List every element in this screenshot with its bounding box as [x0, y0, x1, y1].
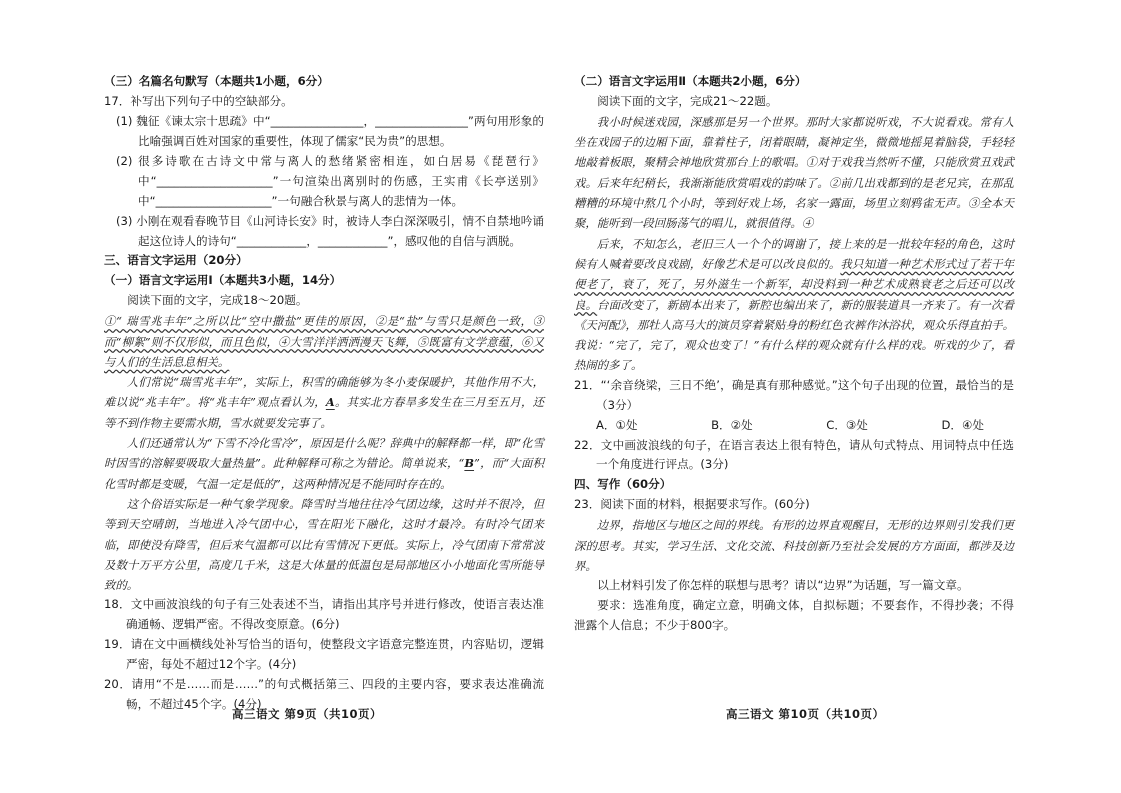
page-footer-9: 高三语文 第9页（共10页）	[232, 707, 383, 721]
reading-instruction-18-20: 阅读下面的文字，完成18～20题。	[127, 293, 308, 308]
passage-paragraph-2-text-b: 。其实北方春旱多发生在三月至五月，还等不到作物主要需水期，雪水就要发完事了。	[104, 395, 544, 430]
passage-paragraph-wavy: ①“ 瑞雪兆丰年”之所以比“空中撒盐”更佳的原因，②是“盐”与雪只是颜色一致，③而“柳絮”则不仅形似，而且色似，④大雪洋洋洒洒漫天飞舞，⑤既富有文学意蕴，⑥又与人们的生活息息相关。	[104, 314, 544, 369]
right-column	[574, 72, 1014, 636]
opera-passage-paragraph-2-text-a: 后来，不知怎么，老旧三人一个个的调谢了，接上来的是一批较年轻的角色，这时候有人喊着要改良戏剧，好像艺术是可以改良似的。	[574, 236, 1014, 271]
option-b: B．②处	[711, 417, 753, 432]
question-17-2: (2) 很多诗歌在古诗文中常与离人的愁绪紧密相连，如白居易《琵琶行》中“____________________”一句渲染出离别时的伤感，王实甫《长亭送别》中“____________________”一句融合秋景与离人的悲情为一体。	[116, 153, 544, 208]
blank-a: A	[325, 395, 335, 410]
question-22: 22．文中画波浪线的句子，在语言表达上很有特色，请从句式特点、用词特点中任选一个角度进行评点。(3分)	[574, 437, 1014, 472]
question-19: 19．请在文中画横线处补写恰当的语句，使整段文字语意完整连贯，内容贴切，逻辑严密，每处不超过12个字。(4分)	[104, 637, 544, 672]
opera-passage-paragraph-2	[574, 234, 1014, 376]
question-21: 21．“‘余音绕梁，三日不绝’，确是真有那种感觉。”这个句子出现的位置，最恰当的是（3分）	[574, 377, 1014, 412]
section-language-use-heading: 三、语言文字运用（20分）	[104, 253, 248, 268]
option-c: C．③处	[826, 417, 868, 432]
question-17: 17．补写出下列句子中的空缺部分。	[104, 93, 293, 108]
subsection-language-use-1-heading: （一）语言文字运用Ⅰ（本题共3小题，14分）	[104, 273, 342, 288]
question-20: 20．请用“不是……而是……”的句式概括第三、四段的主要内容，要求表达准确流畅，不超过45个字。(4分)	[104, 677, 544, 712]
question-18: 18．文中画波浪线的句子有三处表述不当，请指出其序号并进行修改，使语言表达准确通畅、逻辑严密。不得改变原意。(6分)	[104, 597, 544, 632]
page-9	[0, 0, 560, 793]
option-d: D．④处	[941, 417, 984, 432]
page-footer-10: 高三语文 第10页（共10页）	[726, 707, 885, 721]
section-famous-quotes-heading: （三）名篇名句默写（本题共1小题，6分）	[104, 74, 329, 88]
question-21-options	[574, 416, 1014, 436]
passage-paragraph-4: 这个俗语实际是一种气象学现象。降雪时当地往往冷气团边缘，这时并不很冷，但等到天空晴朗，当地进入冷气团中心，雪在阳光下融化，这时才最冷。有时冷气团来临，即使没有降雪，但后来气温都可以比有雪情况下更低。实际上，冷气团南下常常波及数十万平方公里，高度几千米，这是大体量的低温包是局部地区小小地面化雪所能导致的。	[104, 496, 544, 593]
passage-paragraph-3	[104, 433, 544, 494]
writing-requirements: 要求：选准角度，确定立意，明确文体，自拟标题；不要套作，不得抄袭；不得泄露个人信息；不少于800字。	[574, 598, 1014, 633]
opera-passage-paragraph-2-text-b: 台面改变了，新剧本出来了，新腔也编出来了，新的服装道具一齐来了。有一次看《天河配》，那牡人高马大的演员穿着紧贴身的粉红色衣裤作沐浴状，观众乐得直拍手。我说：“完了，完了，观众也变了！”有什么样的观众就有什么样的戏。听戏的少了，看热闹的多了。	[574, 297, 1014, 373]
option-a: A．①处	[596, 417, 638, 432]
opera-passage-paragraph-1: 我小时候迷戏园，深感那是另一个世界。那时大家都说听戏，不大说看戏。常有人坐在戏园子的边厢下面，靠着柱子，闭着眼睛，凝神定坐，微微地摇晃着脑袋，手轻轻地敲着板眼，聚精会神地欣赏那台上的歌唱。①对于戏我当然听不懂，只能欣赏丑戏武戏。后来年纪稍长，我渐渐能欣赏唱戏的韵味了。②前几出戏都到的是老兄宾，在那乱糟糟的环境中熬几个小时，等到好戏上场，名家一露面，场里立刻鸦雀无声。③全本天聚，能听到一段回肠荡气的唱儿，就很值得。④	[574, 114, 1014, 231]
opera-wavy-sentence: 我只知道一种艺术形式过了若干年便老了，衰了，死了，另外滋生一个新军，却没料到一种艺术成熟衰老之后还可以改良。	[574, 256, 1014, 312]
passage-paragraph-3-text-a: 人们还通常认为“下雪不冷化雪冷”，原因是什么呢？辞典中的解释都一样，即“化雪时因雪的溶解要吸取大量热量”。此种解释可称之为错论。简单说来，“	[104, 436, 544, 471]
question-17-3: (3) 小刚在观看春晚节目《山河诗长安》时，被诗人李白深深吸引，情不自禁地吟诵起这位诗人的诗句“____________，____________”，感叹他的自信与洒脱。	[116, 213, 544, 248]
question-23: 23．阅读下面的材料，根据要求写作。(60分)	[574, 497, 810, 512]
page-10	[560, 0, 1121, 793]
reading-instruction-21-22: 阅读下面的文字，完成21～22题。	[597, 93, 778, 108]
passage-paragraph-3-text-b: ”，而“大面积化雪时都是变暖，气温一定是低的”，这两种情况是不能同时存在的。	[104, 456, 544, 491]
passage-paragraph-2	[104, 372, 544, 433]
passage-paragraph-2-text-a: 人们常说“瑞雪兆丰年”，实际上，积雪的确能够为冬小麦保暖护，其他作用不大，难以说“兆丰年”。将“兆丰年”观点看认为，	[104, 375, 544, 410]
question-17-1: (1) 魏征《谏太宗十思疏》中“________________，________________”两句用形象的比喻强调百姓对国家的重要性，体现了儒家“民为贵”的思想。	[116, 113, 544, 148]
section-writing-heading: 四、写作（60分）	[574, 477, 672, 492]
left-column	[104, 72, 544, 715]
subsection-language-use-2-heading: （二）语言文字运用Ⅱ（本题共2小题，6分）	[574, 74, 807, 88]
blank-b: B	[464, 456, 475, 471]
writing-material: 边界，指地区与地区之间的界线。有形的边界直观醒目，无形的边界则引发我们更深的思考。其实，学习生活、文化交流、科技创新乃至社会发展的方方面面，都涉及边界。	[574, 518, 1014, 573]
writing-prompt: 以上材料引发了你怎样的联想与思考？请以“边界”为话题，写一篇文章。	[597, 578, 969, 593]
